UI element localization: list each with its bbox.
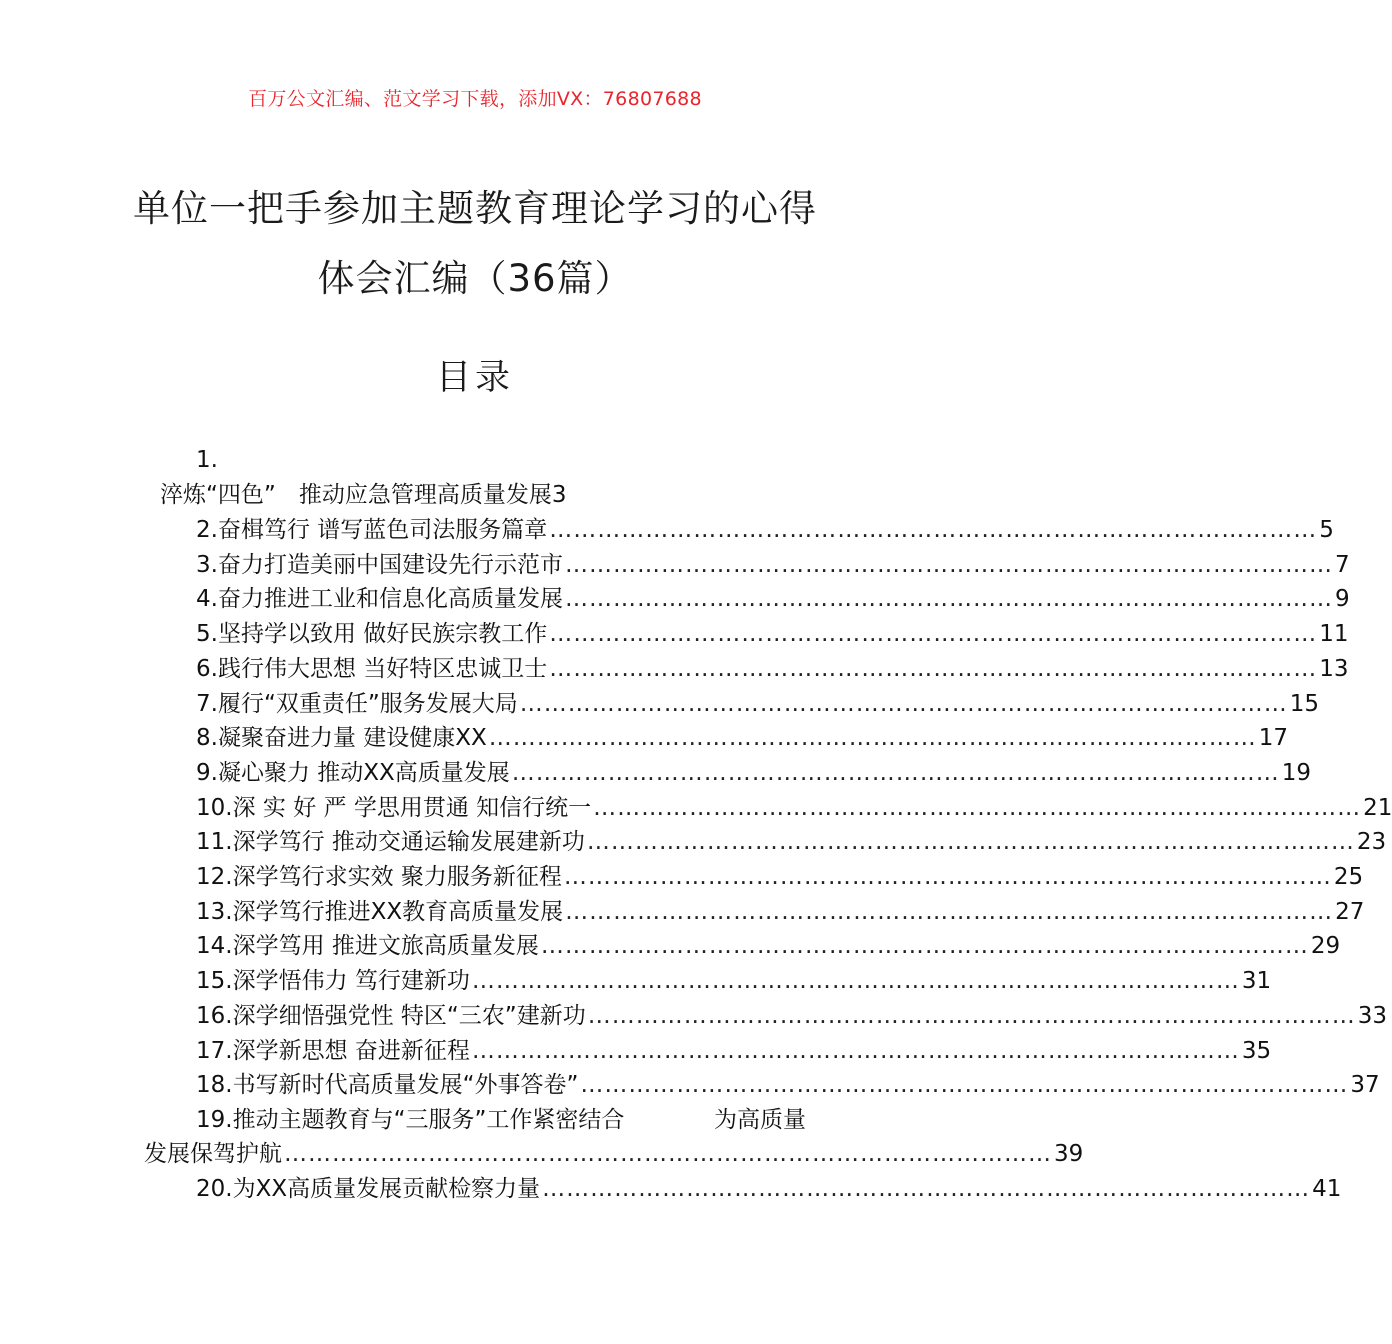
toc-entry-20-label: 20.为XX高质量发展贡献检察力量 [196, 1176, 541, 1202]
leader-dots: …………………………………………………………………………………… [587, 1002, 1356, 1029]
toc-entry[interactable] [196, 548, 1350, 582]
toc-entry[interactable] [196, 652, 1349, 686]
leader-dots: …………………………………………………………………………………… [549, 621, 1318, 648]
toc-entry-label: 13.深学笃行推进XX教育高质量发展 [196, 898, 564, 925]
toc-entry[interactable] [196, 721, 1289, 755]
toc-entry-label: 4.奋力推进工业和信息化高质量发展 [196, 586, 563, 613]
leader-dots: …………………………………………………………………………………… [564, 551, 1333, 578]
toc-entry-page: 37 [1350, 1072, 1380, 1099]
toc-entry[interactable] [196, 964, 1272, 998]
toc-entry-19-page: 39 [1054, 1141, 1084, 1167]
leader-dots: …………………………………………………………………………………… [563, 864, 1332, 890]
toc-entry-1-number: 1. [196, 447, 218, 473]
toc-entry-label: 11.深学笃行 推动交通运输发展建新功 [196, 829, 585, 856]
toc-entry-page: 15 [1289, 690, 1320, 717]
toc-entry[interactable] [196, 999, 1388, 1033]
leader-dots: …………………………………………………………………………………… [549, 517, 1318, 543]
toc-entry-19-line2[interactable] [144, 1137, 1084, 1171]
leader-dots: …………………………………………………………………………………… [519, 690, 1288, 717]
toc-entry-19-label: 发展保驾护航 [144, 1141, 282, 1167]
toc-entry-label: 10.深 实 好 严 学思用贯通 知信行统一 [196, 794, 592, 821]
toc-entry-19-right: 为高质量 [714, 1107, 806, 1133]
toc-entry-page: 7 [1334, 551, 1350, 578]
leader-dots: …………………………………………………………………………………… [488, 725, 1257, 752]
toc-entry-label: 6.践行伟大思想 当好特区忠诚卫士 [196, 655, 548, 682]
toc-entry-label: 3.奋力打造美丽中国建设先行示范市 [196, 551, 563, 578]
toc-entry-page: 29 [1310, 933, 1341, 960]
toc-entry[interactable] [196, 513, 1334, 547]
toc-entry[interactable] [196, 582, 1350, 616]
toc-entry-page: 25 [1333, 864, 1364, 890]
toc-entry-1[interactable]: 淬炼“四色” 推动应急管理高质量发展3 [160, 482, 567, 508]
leader-dots: …………………………………………………………………………………… [565, 898, 1334, 925]
toc-entry-page: 35 [1241, 1037, 1272, 1064]
leader-dots: …………………………………………………………………………………… [542, 1176, 1311, 1202]
document-title-line2: 体会汇编（36篇） [317, 257, 633, 300]
toc-entry-label: 7.履行“双重责任”服务发展大局 [196, 690, 518, 717]
toc-entry-page: 33 [1357, 1002, 1388, 1029]
toc-entry[interactable] [196, 756, 1312, 790]
toc-entry-page: 11 [1319, 621, 1349, 648]
leader-dots: …………………………………………………………………………………… [471, 1037, 1240, 1064]
toc-entry-page: 17 [1258, 725, 1289, 752]
toc-entry-19-line1[interactable] [196, 1103, 806, 1137]
toc-entry[interactable] [196, 860, 1364, 894]
toc-entry-label: 12.深学笃行求实效 聚力服务新征程 [196, 864, 562, 890]
leader-dots: …………………………………………………………………………………… [284, 1141, 1052, 1167]
toc-entry[interactable] [196, 617, 1349, 651]
toc-entry-label: 14.深学笃用 推进文旅高质量发展 [196, 933, 539, 960]
toc-entry[interactable] [196, 825, 1387, 859]
leader-dots: …………………………………………………………………………………… [580, 1072, 1349, 1099]
toc-entry-page: 31 [1241, 968, 1272, 995]
toc-entry-page: 5 [1319, 517, 1334, 543]
leader-dots: …………………………………………………………………………………… [586, 829, 1355, 856]
leader-dots: …………………………………………………………………………………… [540, 933, 1309, 960]
document-title-line1: 单位一把手参加主题教育理论学习的心得 [133, 187, 817, 230]
toc-entry-19-left: 19.推动主题教育与“三服务”工作紧密结合 [196, 1107, 625, 1133]
toc-entry-page: 27 [1335, 898, 1365, 925]
toc-entry[interactable] [196, 687, 1320, 721]
toc-entry-label: 2.奋楫笃行 谱写蓝色司法服务篇章 [196, 517, 548, 543]
toc-entry[interactable] [196, 1034, 1272, 1068]
toc-entry[interactable] [196, 929, 1341, 963]
toc-entry-page: 19 [1281, 759, 1312, 786]
toc-entry[interactable] [196, 1068, 1380, 1102]
toc-entry-page: 21 [1363, 794, 1392, 821]
toc-entry-label: 9.凝心聚力 推动XX高质量发展 [196, 759, 510, 786]
leader-dots: …………………………………………………………………………………… [564, 586, 1333, 613]
toc-entry-label: 15.深学悟伟力 笃行建新功 [196, 968, 470, 995]
toc-heading: 目录 [435, 358, 514, 398]
toc-entry-label: 18.书写新时代高质量发展“外事答卷” [196, 1072, 579, 1099]
toc-entry-label: 8.凝聚奋进力量 建设健康XX [196, 725, 487, 752]
promo-banner: 百万公文汇编、范文学习下载，添加VX：76807688 [248, 88, 702, 110]
toc-entry-page: 9 [1334, 586, 1350, 613]
toc-entry-page: 23 [1356, 829, 1387, 856]
toc-entry-page: 13 [1319, 655, 1349, 682]
toc-entry[interactable] [196, 895, 1365, 929]
toc-entry-label: 5.坚持学以致用 做好民族宗教工作 [196, 621, 548, 648]
toc-entry-20[interactable] [196, 1172, 1342, 1206]
toc-entry-20-page: 41 [1312, 1176, 1342, 1202]
leader-dots: …………………………………………………………………………………… [593, 794, 1362, 821]
toc-entry-label: 17.深学新思想 奋进新征程 [196, 1037, 470, 1064]
toc-entry[interactable] [196, 791, 1392, 825]
leader-dots: …………………………………………………………………………………… [549, 655, 1318, 682]
toc-entry-label: 16.深学细悟强党性 特区“三农”建新功 [196, 1002, 586, 1029]
leader-dots: …………………………………………………………………………………… [471, 968, 1240, 995]
leader-dots: …………………………………………………………………………………… [511, 759, 1280, 786]
